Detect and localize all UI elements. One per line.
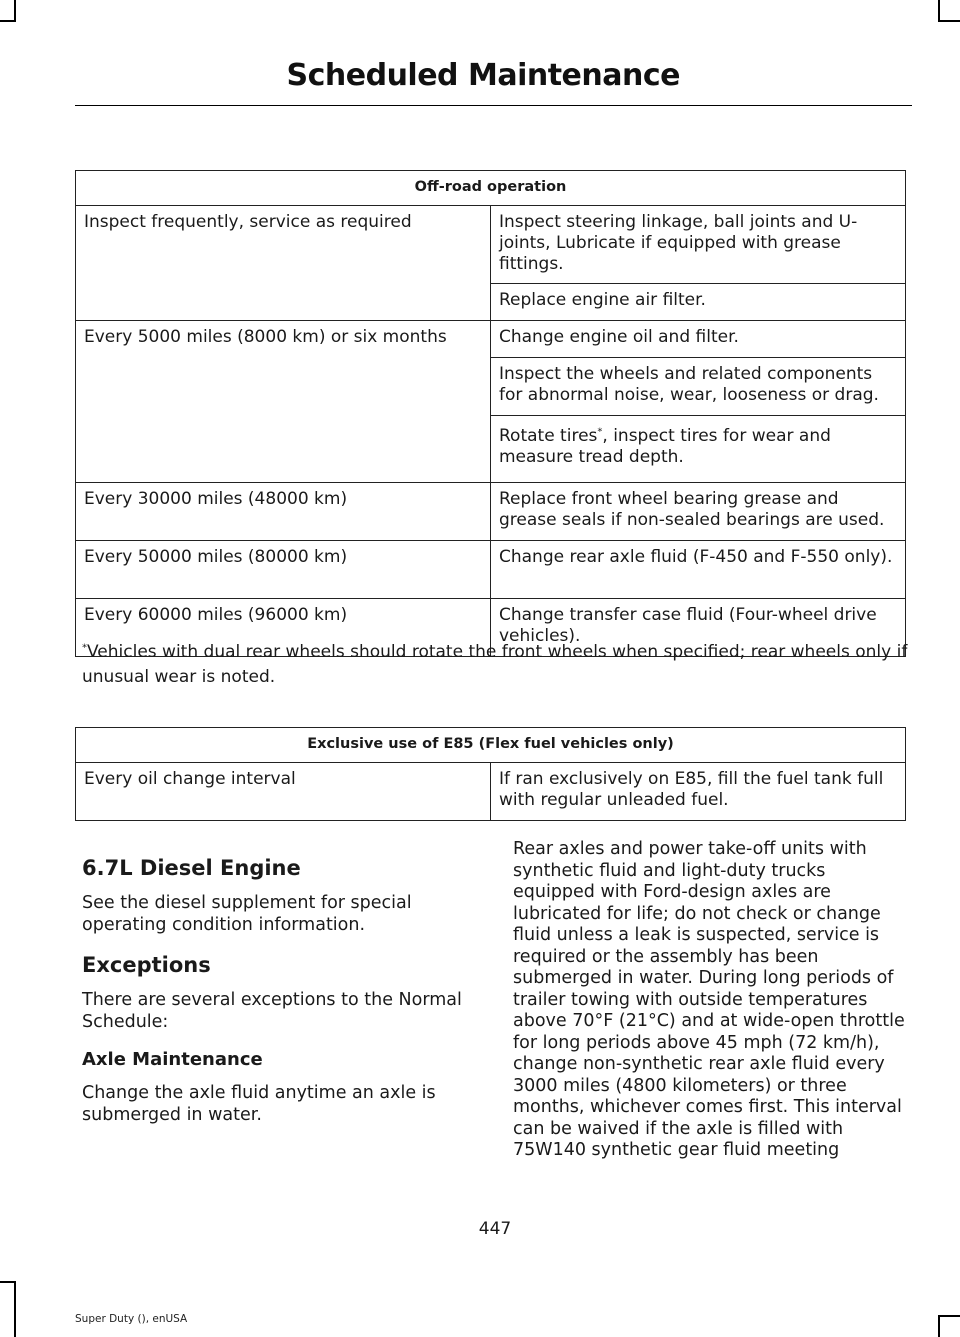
subsection-heading: Axle Maintenance <box>82 1049 263 1070</box>
table-row <box>76 763 906 821</box>
interval-cell: Every 60000 miles (96000 km) <box>76 599 491 657</box>
crop-mark <box>14 1281 16 1337</box>
document-info: Super Duty (), enUSA <box>75 1313 188 1325</box>
paragraph: There are several exceptions to the Normal Schedule: <box>82 990 462 1032</box>
interval-cell: Every 50000 miles (80000 km) <box>76 541 491 599</box>
table-row <box>76 321 906 358</box>
header-divider <box>75 105 912 106</box>
task-cell: Inspect steering linkage, ball joints and U-joints, Lubricate if equipped with grease fittings. <box>491 206 906 284</box>
crop-mark <box>938 1315 960 1317</box>
task-cell: Change engine oil and filter. <box>491 321 906 358</box>
footnote-marker: * <box>82 642 87 654</box>
footnote-text: Vehicles with dual rear wheels should rotate the front wheels when specified; rear wheels only if unusual wear is noted. <box>82 642 908 687</box>
paragraph: Rear axles and power take-off units with synthetic fluid and light-duty trucks equipped with Ford-design axles are lubricated for life; do not check or change fluid unless a leak is suspected, service is required or the assembly has been submerged in water. During long periods of trailer towing with outside temperatures above 70°F (21°C) and at wide-open throttle for long periods above 45 mph (72 km/h), change non-synthetic rear axle fluid every 3000 miles (4800 kilometers) or three months, whichever comes first. This interval can be waived if the axle is filled with 75W140 synthetic gear fluid meeting <box>513 839 905 1160</box>
crop-mark <box>14 0 16 22</box>
crop-mark <box>0 1281 16 1283</box>
task-cell: Inspect the wheels and related components for abnormal noise, wear, looseness or drag. <box>491 358 906 416</box>
offroad-table-title: Off-road operation <box>76 171 906 206</box>
interval-cell: Inspect frequently, service as required <box>76 206 491 321</box>
left-column <box>82 855 482 1142</box>
offroad-table <box>75 170 906 657</box>
e85-table-title: Exclusive use of E85 (Flex fuel vehicles only) <box>76 728 906 763</box>
paragraph: See the diesel supplement for special operating condition information. <box>82 893 412 935</box>
footnote-marker: * <box>597 426 603 438</box>
task-cell: Change transfer case fluid (Four-wheel drive vehicles). <box>491 599 906 657</box>
task-text: , inspect tires for wear and measure tread depth. <box>499 426 831 467</box>
task-cell: Replace engine air filter. <box>491 284 906 321</box>
page-number: 447 <box>478 1219 512 1239</box>
crop-mark <box>938 1315 940 1337</box>
section-heading: 6.7L Diesel Engine <box>82 856 301 880</box>
e85-table <box>75 727 906 821</box>
task-cell: If ran exclusively on E85, fill the fuel tank full with regular unleaded fuel. <box>491 763 906 821</box>
table-footnote <box>82 640 912 690</box>
crop-mark <box>938 20 960 22</box>
paragraph: Change the axle fluid anytime an axle is submerged in water. <box>82 1083 436 1125</box>
interval-cell: Every 5000 miles (8000 km) or six months <box>76 321 491 483</box>
crop-mark <box>938 0 940 22</box>
right-column <box>513 839 908 1178</box>
task-cell <box>491 416 906 483</box>
table-row <box>76 483 906 541</box>
table-row <box>76 206 906 284</box>
section-heading: Exceptions <box>82 953 211 977</box>
interval-cell: Every 30000 miles (48000 km) <box>76 483 491 541</box>
crop-mark <box>0 20 16 22</box>
table-row <box>76 541 906 599</box>
task-text: Rotate tires <box>499 426 598 446</box>
interval-cell: Every oil change interval <box>76 763 491 821</box>
task-cell: Replace front wheel bearing grease and grease seals if non-sealed bearings are used. <box>491 483 906 541</box>
page-title: Scheduled Maintenance <box>286 58 680 93</box>
task-cell: Change rear axle fluid (F-450 and F-550 only). <box>491 541 906 599</box>
